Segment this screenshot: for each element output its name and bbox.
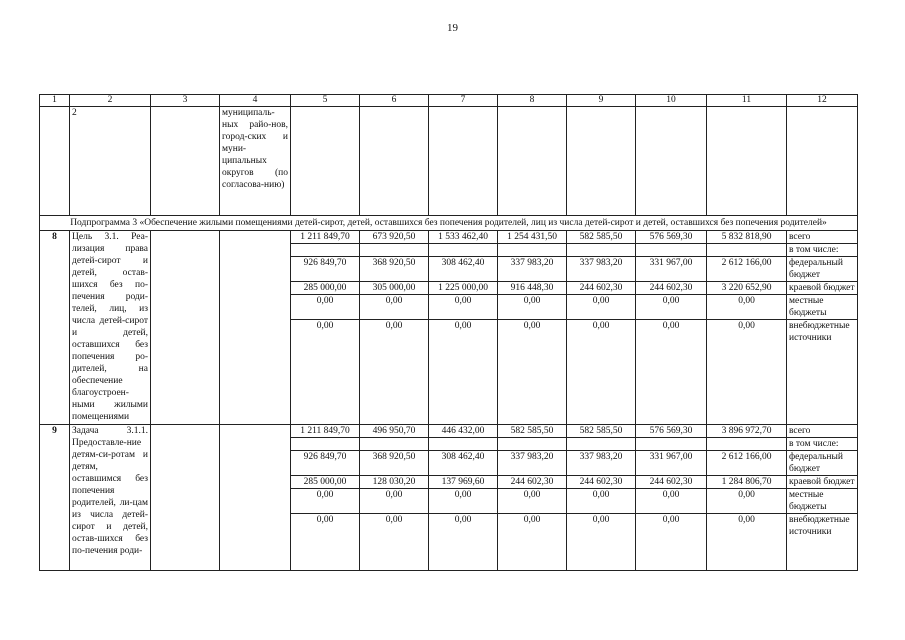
amount-cell xyxy=(707,438,787,451)
amount-cell: 0,00 xyxy=(707,320,787,425)
amount-cell: 0,00 xyxy=(567,295,636,320)
column-number-10: 10 xyxy=(636,95,707,107)
amount-cell: 0,00 xyxy=(707,514,787,571)
amount-cell: 2 612 166,00 xyxy=(707,257,787,282)
amount-cell: 0,00 xyxy=(498,514,567,571)
amount-cell: 0,00 xyxy=(567,320,636,425)
column-number-row xyxy=(40,95,858,107)
amount-cell: 244 602,30 xyxy=(567,282,636,295)
column-number-1: 1 xyxy=(40,95,70,107)
amount-cell: 0,00 xyxy=(360,320,429,425)
amount-cell: 926 849,70 xyxy=(291,451,360,476)
amount-cell: 331 967,00 xyxy=(636,451,707,476)
amount-cell: 0,00 xyxy=(429,295,498,320)
coexecutor-cell xyxy=(220,425,291,571)
amount-cell: 582 585,50 xyxy=(567,231,636,244)
table-row xyxy=(40,425,858,438)
amount-cell xyxy=(429,438,498,451)
amount-cell: 0,00 xyxy=(567,514,636,571)
column-number-9: 9 xyxy=(567,95,636,107)
amount-cell xyxy=(498,438,567,451)
funding-source: в том числе: xyxy=(787,438,858,451)
goal-description: Цель 3.1. Реа-лизация права детей-сирот и детей, остав-шихся без по-печения роди-телей, лиц, из числа детей-сирот и детей, оставшихся без попечения ро-дителей, на обеспечение благоустроен-ными жилыми помещениями xyxy=(70,231,151,425)
amount-cell: 3 220 652,90 xyxy=(707,282,787,295)
amount-cell: 0,00 xyxy=(707,489,787,514)
page-number: 19 xyxy=(447,22,458,34)
amount-cell: 0,00 xyxy=(636,320,707,425)
amount-cell xyxy=(360,438,429,451)
amount-cell: 0,00 xyxy=(360,295,429,320)
amount-cell: 3 896 972,70 xyxy=(707,425,787,438)
amount-cell xyxy=(567,438,636,451)
executor-cell xyxy=(151,425,220,571)
subprogram-row xyxy=(40,216,858,231)
amount-cell: 128 030,20 xyxy=(360,476,429,489)
amount-cell: 0,00 xyxy=(707,295,787,320)
amount-cell xyxy=(429,244,498,257)
amount-cell: 0,00 xyxy=(429,320,498,425)
amount-cell: 305 000,00 xyxy=(360,282,429,295)
amount-cell: 0,00 xyxy=(291,320,360,425)
amount-cell: 0,00 xyxy=(429,514,498,571)
amount-cell: 582 585,50 xyxy=(567,425,636,438)
amount-cell: 285 000,00 xyxy=(291,476,360,489)
amount-cell: 5 832 818,90 xyxy=(707,231,787,244)
funding-source: всего xyxy=(787,231,858,244)
amount-cell: 1 254 431,50 xyxy=(498,231,567,244)
amount-cell: 337 983,20 xyxy=(498,257,567,282)
amount-cell: 331 967,00 xyxy=(636,257,707,282)
amount-cell xyxy=(291,438,360,451)
amount-cell: 368 920,50 xyxy=(360,257,429,282)
amount-cell: 1 211 849,70 xyxy=(291,231,360,244)
funding-source: внебюджетные источники xyxy=(787,514,858,571)
funding-source: местные бюджеты xyxy=(787,489,858,514)
amount-cell: 137 969,60 xyxy=(429,476,498,489)
column-number-5: 5 xyxy=(291,95,360,107)
funding-source: местные бюджеты xyxy=(787,295,858,320)
amount-cell: 2 612 166,00 xyxy=(707,451,787,476)
column-number-12: 12 xyxy=(787,95,858,107)
cont-col1 xyxy=(40,107,70,216)
column-number-4: 4 xyxy=(220,95,291,107)
column-number-6: 6 xyxy=(360,95,429,107)
amount-cell: 244 602,30 xyxy=(636,282,707,295)
amount-cell: 0,00 xyxy=(291,295,360,320)
cont-col2: 2 xyxy=(70,107,151,216)
funding-source: всего xyxy=(787,425,858,438)
amount-cell xyxy=(707,244,787,257)
amount-cell: 1 211 849,70 xyxy=(291,425,360,438)
column-number-7: 7 xyxy=(429,95,498,107)
amount-cell: 337 983,20 xyxy=(498,451,567,476)
row-number: 9 xyxy=(40,425,70,571)
executor-cell xyxy=(151,231,220,425)
amount-cell: 244 602,30 xyxy=(567,476,636,489)
amount-cell: 0,00 xyxy=(429,489,498,514)
amount-cell: 0,00 xyxy=(291,489,360,514)
amount-cell: 337 983,20 xyxy=(567,257,636,282)
amount-cell: 496 950,70 xyxy=(360,425,429,438)
amount-cell: 673 920,50 xyxy=(360,231,429,244)
amount-cell: 446 432,00 xyxy=(429,425,498,438)
amount-cell: 926 849,70 xyxy=(291,257,360,282)
amount-cell: 0,00 xyxy=(360,489,429,514)
column-number-3: 3 xyxy=(151,95,220,107)
column-number-8: 8 xyxy=(498,95,567,107)
amount-cell: 337 983,20 xyxy=(567,451,636,476)
amount-cell: 244 602,30 xyxy=(636,476,707,489)
coexecutor-cell xyxy=(220,231,291,425)
amount-cell: 582 585,50 xyxy=(498,425,567,438)
funding-source: федеральный бюджет xyxy=(787,451,858,476)
funding-source: федеральный бюджет xyxy=(787,257,858,282)
funding-source: краевой бюджет xyxy=(787,476,858,489)
amount-cell: 0,00 xyxy=(291,514,360,571)
table-row xyxy=(40,231,858,244)
amount-cell: 576 569,30 xyxy=(636,425,707,438)
subprogram-title: Подпрограмма 3 «Обеспечение жилыми помещениями детей-сирот, детей, оставшихся без попечения родителей, лиц из числа детей-сирот и детей, оставшихся без попечения родителей» xyxy=(40,216,858,231)
funding-source: краевой бюджет xyxy=(787,282,858,295)
budget-table xyxy=(39,94,858,571)
amount-cell: 916 448,30 xyxy=(498,282,567,295)
amount-cell xyxy=(360,244,429,257)
funding-source: внебюджетные источники xyxy=(787,320,858,425)
amount-cell: 244 602,30 xyxy=(498,476,567,489)
row-number: 8 xyxy=(40,231,70,425)
amount-cell xyxy=(567,244,636,257)
amount-cell: 285 000,00 xyxy=(291,282,360,295)
goal-description: Задача 3.1.1. Предоставле-ние детям-си-ротам и детям, оставшимся без попечения родителей, ли-цам из числа детей-сирот и детей, остав-шихся без по-печения роди- xyxy=(70,425,151,571)
cont-col4: муниципаль-ных райо-нов, город-ских и муни-ципальных округов (по согласова-нию) xyxy=(220,107,291,216)
amount-cell: 0,00 xyxy=(636,295,707,320)
amount-cell: 1 225 000,00 xyxy=(429,282,498,295)
continuation-row xyxy=(40,107,858,216)
funding-source: в том числе: xyxy=(787,244,858,257)
amount-cell: 0,00 xyxy=(498,489,567,514)
amount-cell: 0,00 xyxy=(567,489,636,514)
amount-cell: 308 462,40 xyxy=(429,451,498,476)
amount-cell xyxy=(291,244,360,257)
amount-cell: 1 533 462,40 xyxy=(429,231,498,244)
amount-cell: 0,00 xyxy=(360,514,429,571)
amount-cell: 0,00 xyxy=(498,295,567,320)
amount-cell: 308 462,40 xyxy=(429,257,498,282)
amount-cell xyxy=(498,244,567,257)
amount-cell xyxy=(636,244,707,257)
amount-cell xyxy=(636,438,707,451)
amount-cell: 0,00 xyxy=(636,514,707,571)
amount-cell: 0,00 xyxy=(636,489,707,514)
amount-cell: 1 284 806,70 xyxy=(707,476,787,489)
column-number-2: 2 xyxy=(70,95,151,107)
amount-cell: 368 920,50 xyxy=(360,451,429,476)
column-number-11: 11 xyxy=(707,95,787,107)
cont-col3 xyxy=(151,107,220,216)
amount-cell: 576 569,30 xyxy=(636,231,707,244)
amount-cell: 0,00 xyxy=(498,320,567,425)
